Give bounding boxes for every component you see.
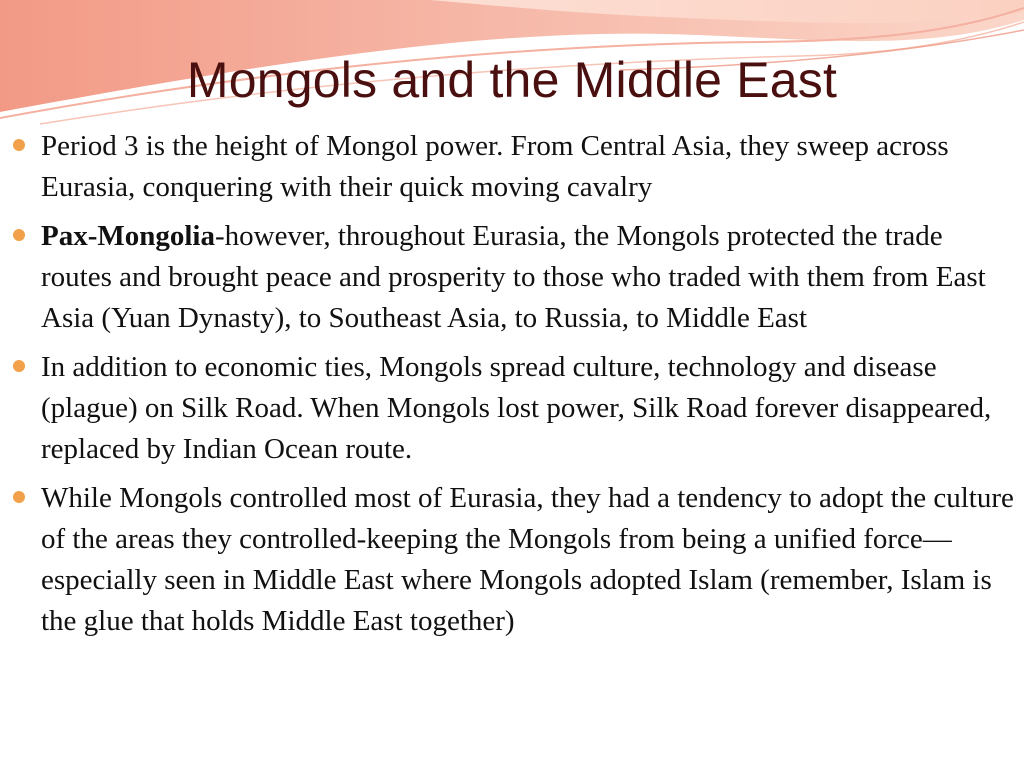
slide-title: Mongols and the Middle East <box>186 52 838 108</box>
bullet-marker <box>13 229 25 241</box>
bullet-list <box>0 126 1024 650</box>
bullet-marker <box>13 139 25 151</box>
bullet-text: Period 3 is the height of Mongol power. From Central Asia, they sweep across Eurasia, conquering with their quick moving cavalry <box>41 130 949 203</box>
bullet-bold-term: Pax-Mongolia <box>41 220 215 252</box>
bullet-item <box>0 216 1024 339</box>
bullet-text: -however, throughout Eurasia, the Mongols protected the trade routes and brought peace and prosperity to those who traded with them from East Asia (Yuan Dynasty), to Southeast Asia, to Russia, to Middle East <box>41 220 986 334</box>
bullet-item <box>0 478 1024 642</box>
bullet-marker <box>13 360 25 372</box>
bullet-marker <box>13 491 25 503</box>
bullet-item <box>0 347 1024 470</box>
bullet-text: While Mongols controlled most of Eurasia, they had a tendency to adopt the culture of the areas they controlled-keeping the Mongols from being a unified force—especially seen in Middle East where Mongols adopted Islam (remember, Islam is the glue that holds Middle East together) <box>41 482 1014 637</box>
bullet-text: In addition to economic ties, Mongols spread culture, technology and disease (plague) on Silk Road. When Mongols lost power, Silk Road forever disappeared, replaced by Indian Ocean route. <box>41 351 992 465</box>
bullet-item <box>0 126 1024 208</box>
